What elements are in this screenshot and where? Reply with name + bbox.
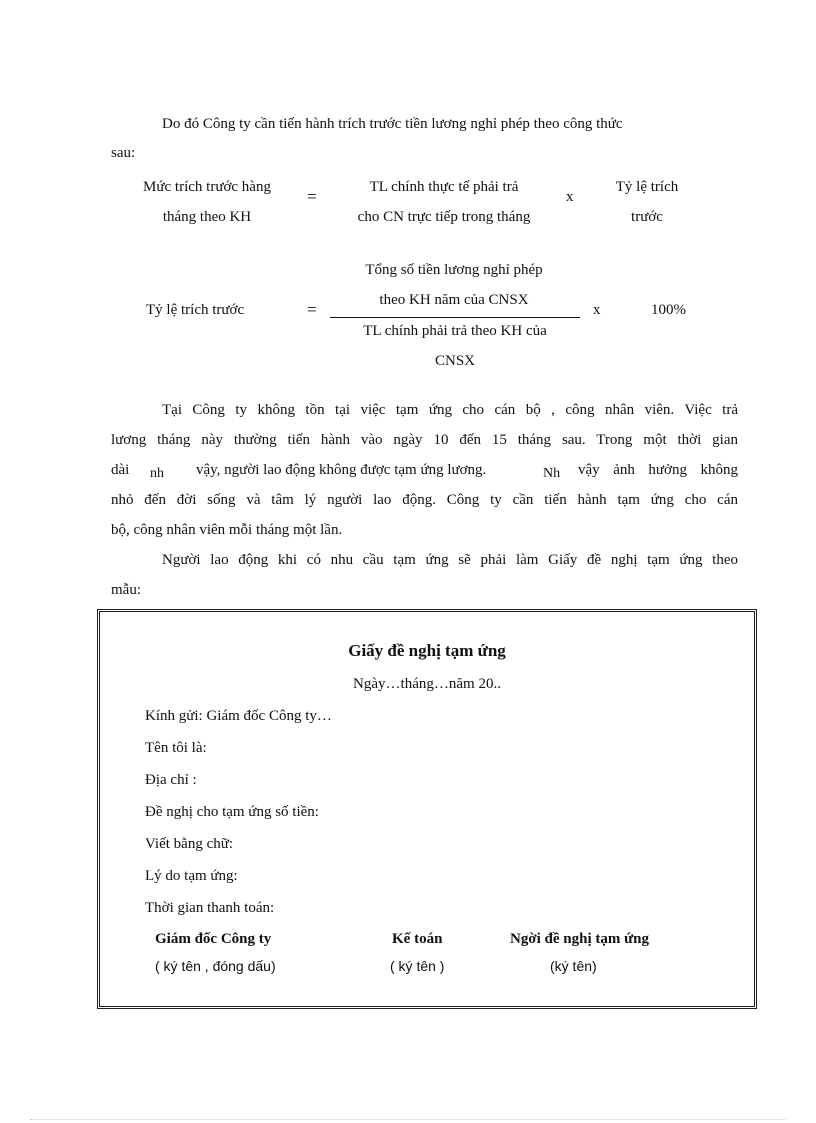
- paragraph-3: [111, 545, 738, 605]
- form-title: Giấy đề nghị tạm ứng: [348, 641, 506, 660]
- formula1-rhs-line2: trước: [631, 209, 663, 225]
- formula1-mid: [330, 172, 558, 232]
- form-date: Ngày…tháng…năm 20..: [353, 676, 501, 692]
- signature-accountant-note: ( ký tên ): [390, 958, 445, 974]
- form-amount: Đề nghị cho tạm ứng số tiền:: [145, 804, 319, 820]
- formula1-lhs: [118, 172, 296, 232]
- formula1-rhs: [594, 172, 700, 232]
- formula2-den-line1: TL chính phải trả theo KH của: [363, 323, 547, 339]
- p2-line5: bộ, công nhân viên mỗi tháng một lần.: [111, 522, 343, 538]
- intro-line2: sau:: [111, 145, 136, 161]
- p3-line2: mẫu:: [111, 582, 141, 598]
- formula1-mid-line2: cho CN trực tiếp trong tháng: [357, 209, 531, 225]
- formula1-equals: =: [307, 187, 317, 206]
- p2-line3-b: vậy, người lao động không được tạm ứng lương.: [196, 462, 487, 478]
- intro-line1: Do đó Công ty cần tiến hành trích trước tiền lương nghỉ phép theo công thức: [162, 116, 623, 132]
- form-reason: Lý do tạm ứng:: [145, 868, 238, 884]
- signature-accountant: Kế toán: [392, 931, 443, 947]
- paragraph-2: [111, 395, 738, 545]
- formula2-numerator: [330, 255, 578, 315]
- p2-line3-nh1: nh: [150, 466, 164, 481]
- formula2-equals: =: [307, 300, 317, 319]
- formula2-num-line2: theo KH năm của CNSX: [379, 292, 529, 308]
- intro-paragraph: [111, 109, 738, 139]
- form-in-words: Viết bằng chữ:: [145, 836, 234, 852]
- p2-line3-a: dài: [111, 462, 130, 478]
- formula2-denominator: [330, 316, 580, 376]
- p2-line3: [111, 455, 738, 485]
- form-to: Kính gửi: Giám đốc Công ty…: [145, 708, 332, 724]
- form-payment-time: Thời gian thanh toán:: [145, 900, 275, 916]
- p2-line1: Tại Công ty không tồn tại việc tạm ứng cho cán bộ , công nhân viên. Việc trả: [162, 402, 738, 418]
- signature-requester-note: (ký tên): [550, 958, 597, 974]
- formula2-lhs: Tỷ lệ trích trước: [146, 302, 245, 318]
- p2-line3-c: vậy ảnh hưởng không: [578, 462, 738, 478]
- formula2-times: x: [593, 302, 601, 318]
- p2-line4: nhỏ đến đời sống và tâm lý người lao động. Công ty cần tiến hành tạm ứng cho cán: [111, 492, 738, 508]
- signature-director: Giám đốc Công ty: [155, 931, 272, 947]
- formula1-mid-line1: TL chính thực tế phải trả: [369, 179, 519, 195]
- formula1-times: x: [566, 189, 574, 205]
- formula2-num-line1: Tổng số tiền lương nghỉ phép: [365, 262, 543, 278]
- p2-line3-nh2: Nh: [543, 466, 561, 481]
- formula1-lhs-line1: Mức trích trước hàng: [143, 179, 271, 195]
- formula1-lhs-line2: tháng theo KH: [162, 209, 252, 225]
- form-address: Địa chỉ :: [145, 772, 197, 788]
- formula2-den-line2: CNSX: [434, 353, 475, 369]
- form-name: Tên tôi là:: [145, 740, 207, 756]
- signature-director-note: ( ký tên , đóng dấu): [155, 958, 276, 974]
- formula1-rhs-line1: Tỷ lệ trích: [615, 179, 679, 195]
- signature-requester: Ngời đề nghị tạm ứng: [510, 931, 649, 947]
- p3-line1: Người lao động khi có nhu cầu tạm ứng sẽ phải làm Giấy đề nghị tạm ứng theo: [162, 552, 738, 568]
- formula2-percent: 100%: [651, 302, 686, 318]
- p2-line2: lương tháng này thường tiến hành vào ngày 10 đến 15 tháng sau. Trong một thời gian: [111, 432, 738, 448]
- page-bottom-rule: [30, 1119, 786, 1120]
